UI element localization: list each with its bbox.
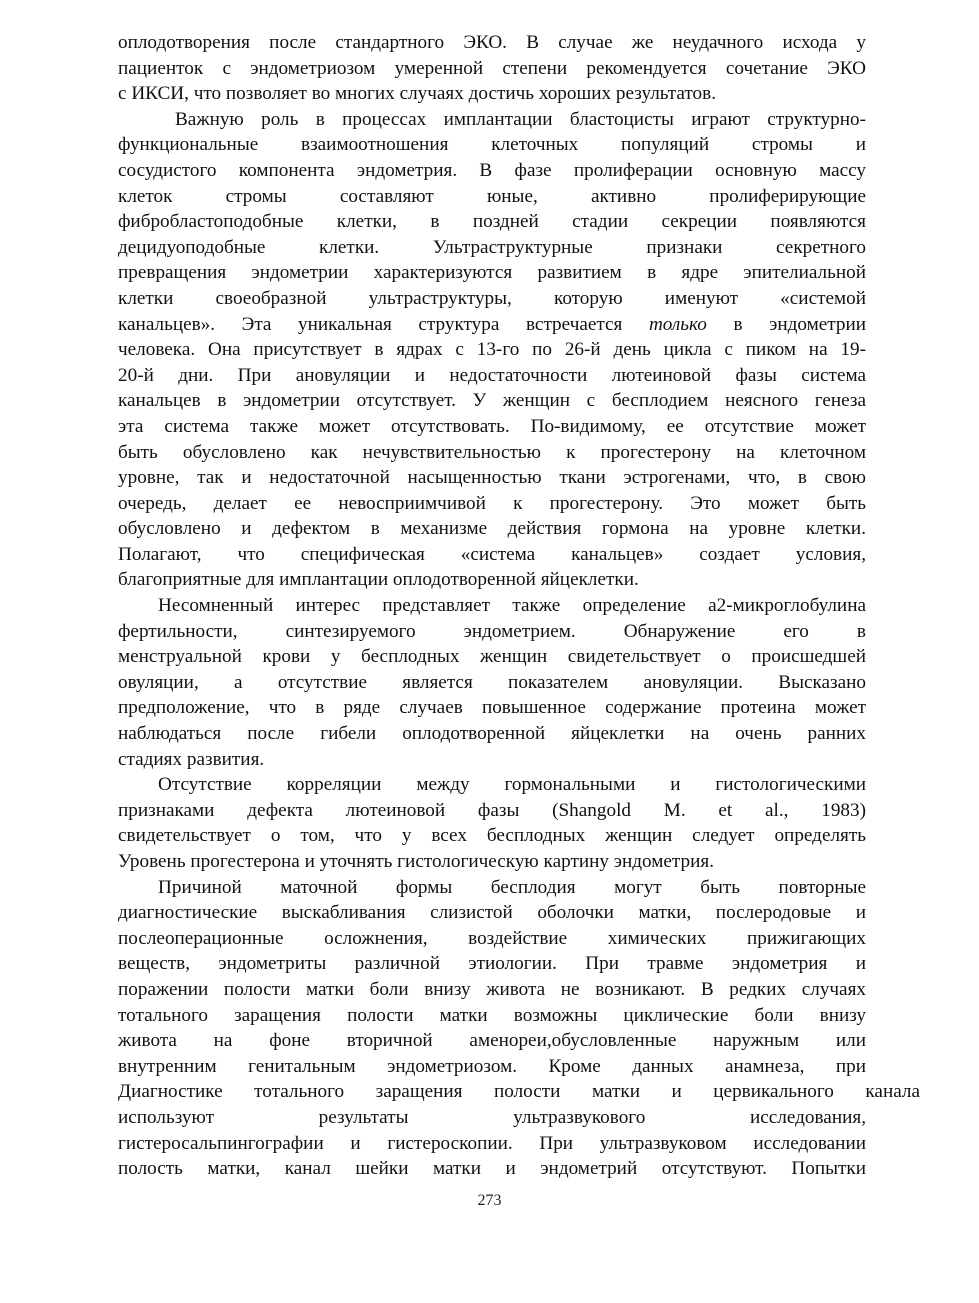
text-line: пациенток с эндометриозом умеренной степени рекомендуется сочетание ЭКО (118, 57, 866, 79)
page-number: 273 (477, 1192, 502, 1209)
text-line: Важную роль в процессах имплантации бластоцисты играют структурно- (175, 108, 866, 130)
text-line: с ИКСИ, что позволяет во многих случаях достичь хороших результатов. (118, 83, 717, 105)
text-line: 20-й дни. При ановуляции и недостаточности лютеиновой фазы система (118, 364, 866, 386)
text-line: веществ, эндометриты различной этиологии. При травме эндометрия и (118, 953, 866, 975)
text-line: очередь, делает ее невосприимчивой к прогестерону. Это может быть (118, 492, 866, 514)
text-line-with-emphasis (118, 312, 866, 338)
text-line: благоприятные для имплантации оплодотворенной яйцеклетки. (118, 569, 639, 591)
paragraph-uterine-infertility (118, 875, 920, 1182)
text-line: послеоперационные осложнения, воздействие химических прижигающих (118, 927, 866, 949)
text-line: живота на фоне вторичной аменореи,обусловленные наружным или (118, 1030, 866, 1052)
text-line: предположение, что в ряде случаев повышенное содержание протеина может (118, 697, 866, 719)
text-line: клетки своеобразной ультраструктуры, которую именуют «системой (118, 287, 866, 309)
text-line: функциональные взаимоотношения клеточных популяций стромы и (118, 134, 866, 156)
text-line: канальцев в эндометрии отсутствует. У женщин с бесплодием неясного генеза (118, 390, 866, 412)
text-line: признаками дефекта лютеиновой фазы (Shangold M. et al., 1983) (118, 799, 866, 821)
text-line: Отсутствие корреляции между гормональными и гистологическими (158, 774, 866, 796)
text-line: стадиях развития. (118, 748, 265, 770)
text-line: быть обусловлено как нечувствительностью к прогестерону на клеточном (118, 441, 866, 463)
text-line: гистеросальпингографии и гистероскопии. При ультразвуковом исследовании (118, 1132, 866, 1154)
text-line: децидуоподобные клетки. Ультраструктурные признаки секретного (118, 236, 866, 258)
text-line: Полагают, что специфическая «система канальцев» создает условия, (118, 543, 866, 565)
text-line: Причиной маточной формы бесплодия могут быть повторные (158, 876, 866, 898)
text-line: фертильности, синтезируемого эндометрием. Обнаружение его в (118, 620, 866, 642)
text-line: менструальной крови у бесплодных женщин свидетельствует о происшедшей (118, 646, 866, 668)
text-line: овуляции, а отсутствие является показателем ановуляции. Высказано (118, 671, 866, 693)
document-page (118, 30, 920, 1182)
paragraph-correlation (118, 772, 866, 874)
text-segment: в эндометрии (706, 313, 867, 335)
text-line: свидетельствует о том, что у всех бесплодных женщин следует определять (118, 825, 866, 847)
text-line: клеток стромы составляют юные, активно пролиферирующие (118, 185, 866, 207)
paragraph-microglobulin (118, 593, 866, 772)
text-line: диагностические выскабливания слизистой оболочки матки, послеродовые и (118, 902, 866, 924)
text-line: фибробластоподобные клетки, в поздней стадии секреции появляются (118, 211, 866, 233)
text-line: внутренним генитальным эндометриозом. Кроме данных анамнеза, при (118, 1055, 866, 1077)
text-line: тотального заращения полости матки возможны циклические боли внизу (118, 1004, 866, 1026)
text-line: наблюдаться после гибели оплодотворенной яйцеклетки на очень ранних (118, 723, 866, 745)
text-line: эта система также может отсутствовать. По-видимому, ее отсутствие может (118, 415, 866, 437)
text-line: человека. Она присутствует в ядрах с 13-го по 26-й день цикла с пиком на 19- (118, 339, 866, 361)
text-line: сосудистого компонента эндометрия. В фазе пролиферации основную массу (118, 159, 866, 181)
text-line: превращения эндометрии характеризуются развитием в ядре эпителиальной (118, 262, 866, 284)
text-line: уровне, так и недостаточной насыщенностью ткани эстрогенами, что, в свою (118, 467, 866, 489)
text-line: полость матки, канал шейки матки и эндометрий отсутствуют. Попытки (118, 1158, 866, 1180)
paragraph-eco (118, 30, 866, 107)
text-line: оплодотворения после стандартного ЭКО. В случае же неудачного исхода у (118, 32, 866, 53)
paragraph-implantation (118, 107, 866, 593)
text-line: поражении полости матки боли внизу живота не возникают. В редких случаях (118, 978, 866, 1000)
text-line: Диагностике тотального заращения полости матки и цервикального канала (118, 1081, 920, 1103)
text-segment: канальцев». Эта уникальная структура встречается (118, 313, 649, 335)
text-line: используют результаты ультразвукового исследования, (118, 1106, 866, 1128)
text-line: Уровень прогестерона и уточнять гистологическую картину эндометрия. (118, 851, 715, 872)
text-line: Несомненный интерес представляет также определение а2-микроглобулина (158, 595, 866, 617)
text-line: обусловлено и дефектом в механизме действия гормона на уровне клетки. (118, 518, 866, 540)
emphasis-word: только (648, 313, 707, 335)
